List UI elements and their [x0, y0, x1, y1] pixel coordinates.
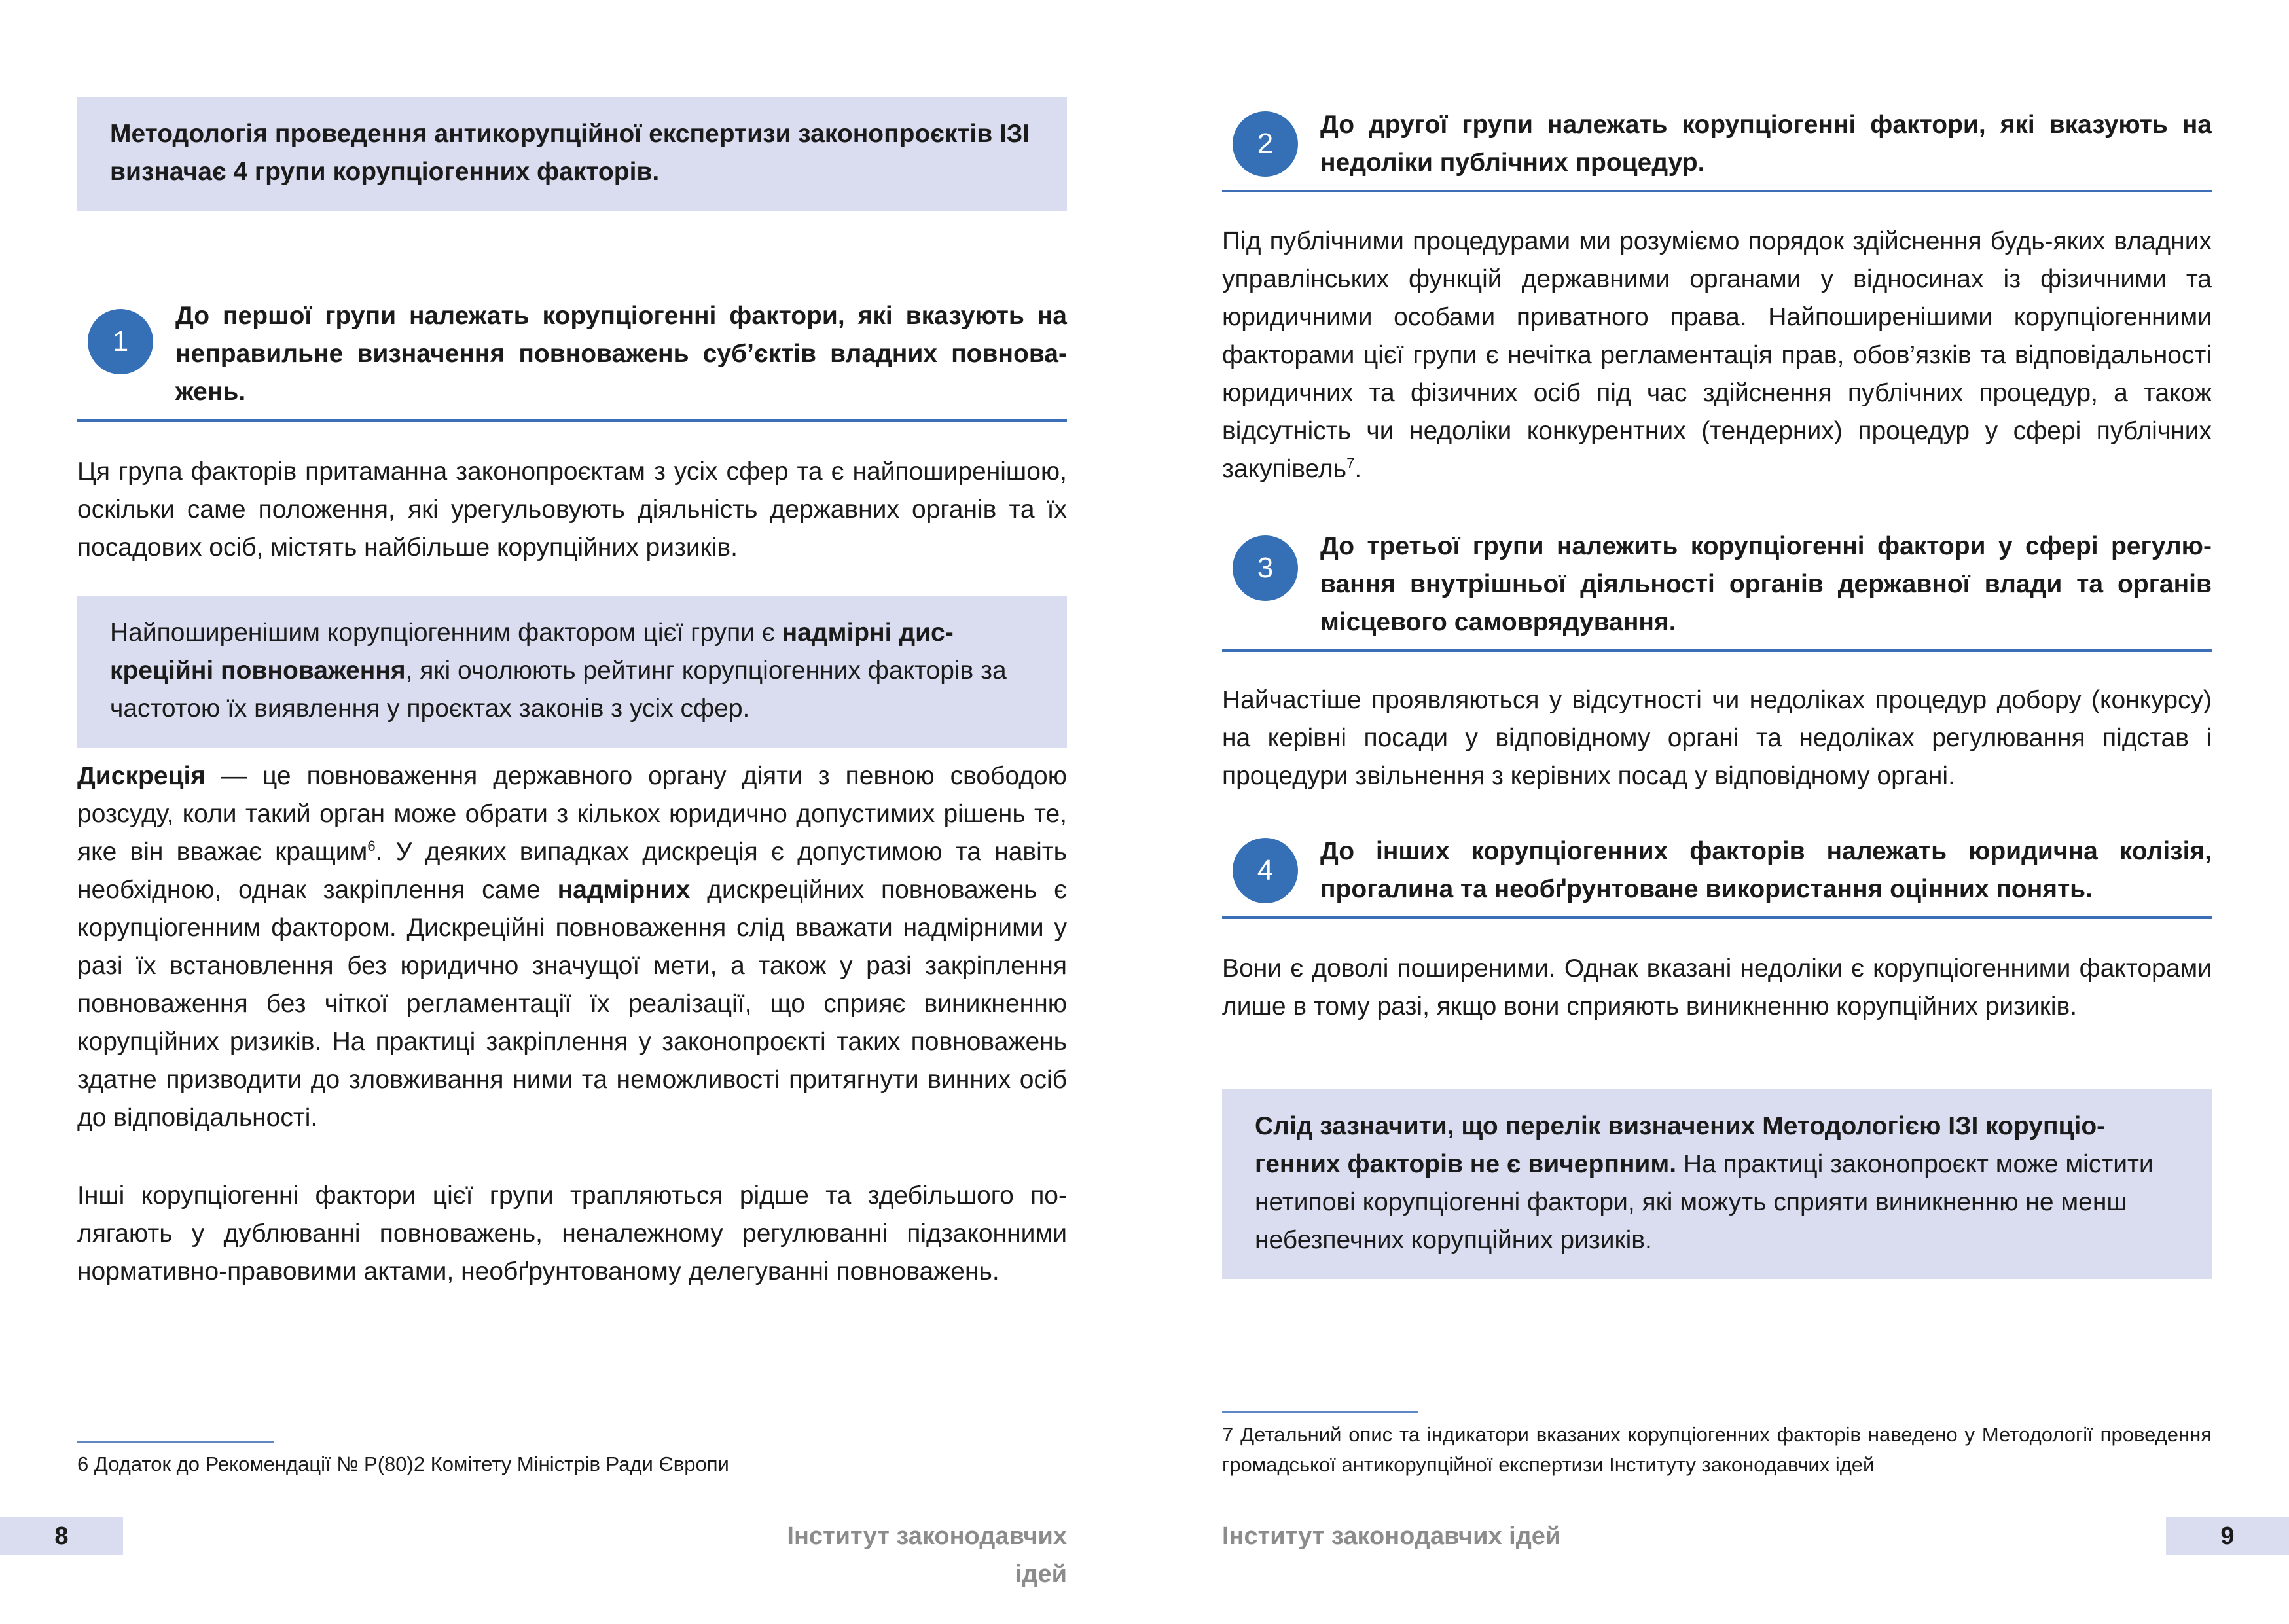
left-paragraph-1: Ця група факторів притаманна законопроєктам з усіх сфер та є найпоширенішою, оскільки саме положення, які урегульовують діяльність державних органів та їх посадових осіб, містять найбільше корупційних ризиків.: [77, 458, 1067, 562]
discretion-bold: надмірних: [557, 876, 691, 904]
group-3-heading-text: До третьої групи належить корупціогенні фактори у сфері регулювання внутрішньої діяльності органів державної влади та органів місцевого самоврядування.: [1320, 532, 2212, 636]
right-paragraph-2: Найчастіше проявляються у відсутності чи недоліках процедур добору (конкурсу) на керівні посади у відповідному органі та недоліках регулювання підстав і процедури звільнення з керівних посад у відповідному органі.: [1222, 686, 2212, 790]
footnote-ref-7[interactable]: 7: [1346, 455, 1355, 471]
group-2-number-badge: [1233, 111, 1298, 177]
discretion-text-1: — це повноваження державного органу діяти з певною свободою розсуду, коли такий орган може обрати з кількох юридично допустимих рішень те, яке він вважає кращим: [77, 762, 1067, 866]
group-4-heading: [1222, 833, 2212, 919]
group-3-number-badge: [1233, 535, 1298, 601]
group-2-heading: [1222, 106, 2212, 192]
group-3-number: 3: [1257, 552, 1274, 584]
discretion-text-3: дискреційних повноважень є корупціогенним фактором. Дискреційні повноваження слід вважати надмірними у разі їх встановлення без юридично значущої мети, а також у разі закріплення повноваження без чіткої регламентації їх реалізації, що сприяє виникненню корупційних ризиків. На практиці закріплення у законопроєкті таких повноважень здатне призводити до зловживання ними та неможливості притягнути винних осіб до відповідальності.: [77, 876, 1067, 1132]
group-3-heading: [1222, 528, 2212, 652]
note-box-bold: Слід зазначити, що перелік визначених Методологією ІЗІ корупціогенних факторів не є вичерпним.: [1255, 1112, 2106, 1178]
left-footnote-divider: [77, 1441, 274, 1443]
right-footnote-divider: [1222, 1411, 1418, 1413]
page-number-right: 9: [2166, 1517, 2289, 1555]
right-paragraph-3: Вони є доволі поширеними. Однак вказані недоліки є корупціогенними факторами лише в тому разі, якщо вони сприяють виникненню корупційних ризиків.: [1222, 954, 2212, 1020]
highlight-bold: надмірні дискреційні повноваження: [110, 619, 954, 685]
group-1-number-badge: [88, 309, 153, 374]
intro-box: [77, 97, 1067, 211]
note-box-text: На практиці законопроєкт може містити нетипові корупціогенні фактори, які можуть сприяти виникненню не менш небезпечних корупційних ризиків.: [1255, 1150, 2154, 1254]
public-procedures-text: Під публічними процедурами ми розуміємо порядок здійснення будь-яких владних управлінських функцій державними органами у відносинах із фізичними та юридичними особами приватного права. Найпоширенішими корупціогенними факторами цієї групи є нечітка регламентація прав, обов’язків та відповідальності юридичних та фізичних осіб під час здійснення публічних процедур, а також відсутність чи недоліки конкурентних (тендерних) процедур у сфері публічних закупівель: [1222, 227, 2212, 483]
discretion-text-2: . У деяких випадках дискреція є допустимою та навіть необхідною, однак закріплення саме: [77, 838, 1067, 904]
group-1-number: 1: [112, 325, 129, 357]
intro-box-text: Методологія проведення антикорупційної експертизи законопроєктів ІЗІ визначає 4 групи корупціогенних факторів.: [110, 120, 1030, 186]
public-procedures-end: .: [1354, 455, 1362, 483]
group-4-number-badge: [1233, 838, 1298, 903]
right-paragraph-1: [1222, 223, 2212, 488]
page-number-left: 8: [0, 1517, 123, 1555]
footnote-ref-6[interactable]: 6: [367, 838, 376, 854]
footer-title-right: Інститут законодавчих ідей: [1222, 1523, 1561, 1550]
footer-title-left: Інститут законодавчих ідей: [787, 1523, 1067, 1588]
group-2-heading-text: До другої групи належать корупціогенні фактори, які вказують на недоліки публічних процедур.: [1320, 111, 2212, 177]
discretion-paragraph: [77, 757, 1067, 1137]
left-paragraph-3: Інші корупціогенні фактори цієї групи трапляються рідше та здебільшого полягають у дублюванні повноважень, неналежному регулюванні підзаконними нормативно-правовими актами, необґрунтованому делегуванні повноважень.: [77, 1182, 1067, 1286]
note-box: [1222, 1089, 2212, 1279]
discretion-term: Дискреція: [77, 762, 206, 790]
highlight-prefix: Найпоширенішим корупціогенним фактором цієї групи є: [110, 619, 782, 647]
right-footnote: 7 Детальний опис та індикатори вказаних корупціогенних факторів наведено у Методології проведення громадської антикорупційної експертизи Інституту законодавчих ідей: [1222, 1423, 2212, 1476]
group-1-heading-text: До першої групи належать корупціогенні фактори, які вказують на неправильне визначення повноважень суб’єктів владних повноважень.: [175, 302, 1067, 406]
group-1-heading: [77, 297, 1067, 422]
group-4-heading-text: До інших корупціогенних факторів належать юридична колізія, прогалина та необґрунтоване використання оцінних понять.: [1320, 837, 2212, 903]
highlight-box: [77, 596, 1067, 748]
group-2-number: 2: [1257, 128, 1274, 160]
left-footnote: 6 Додаток до Рекомендації № Р(80)2 Комітету Міністрів Ради Європи: [77, 1453, 729, 1475]
group-4-number: 4: [1257, 854, 1274, 886]
highlight-suffix: , які очолюють рейтинг корупціогенних факторів за частотою їх виявлення у проєктах законів з усіх сфер.: [110, 657, 1007, 723]
